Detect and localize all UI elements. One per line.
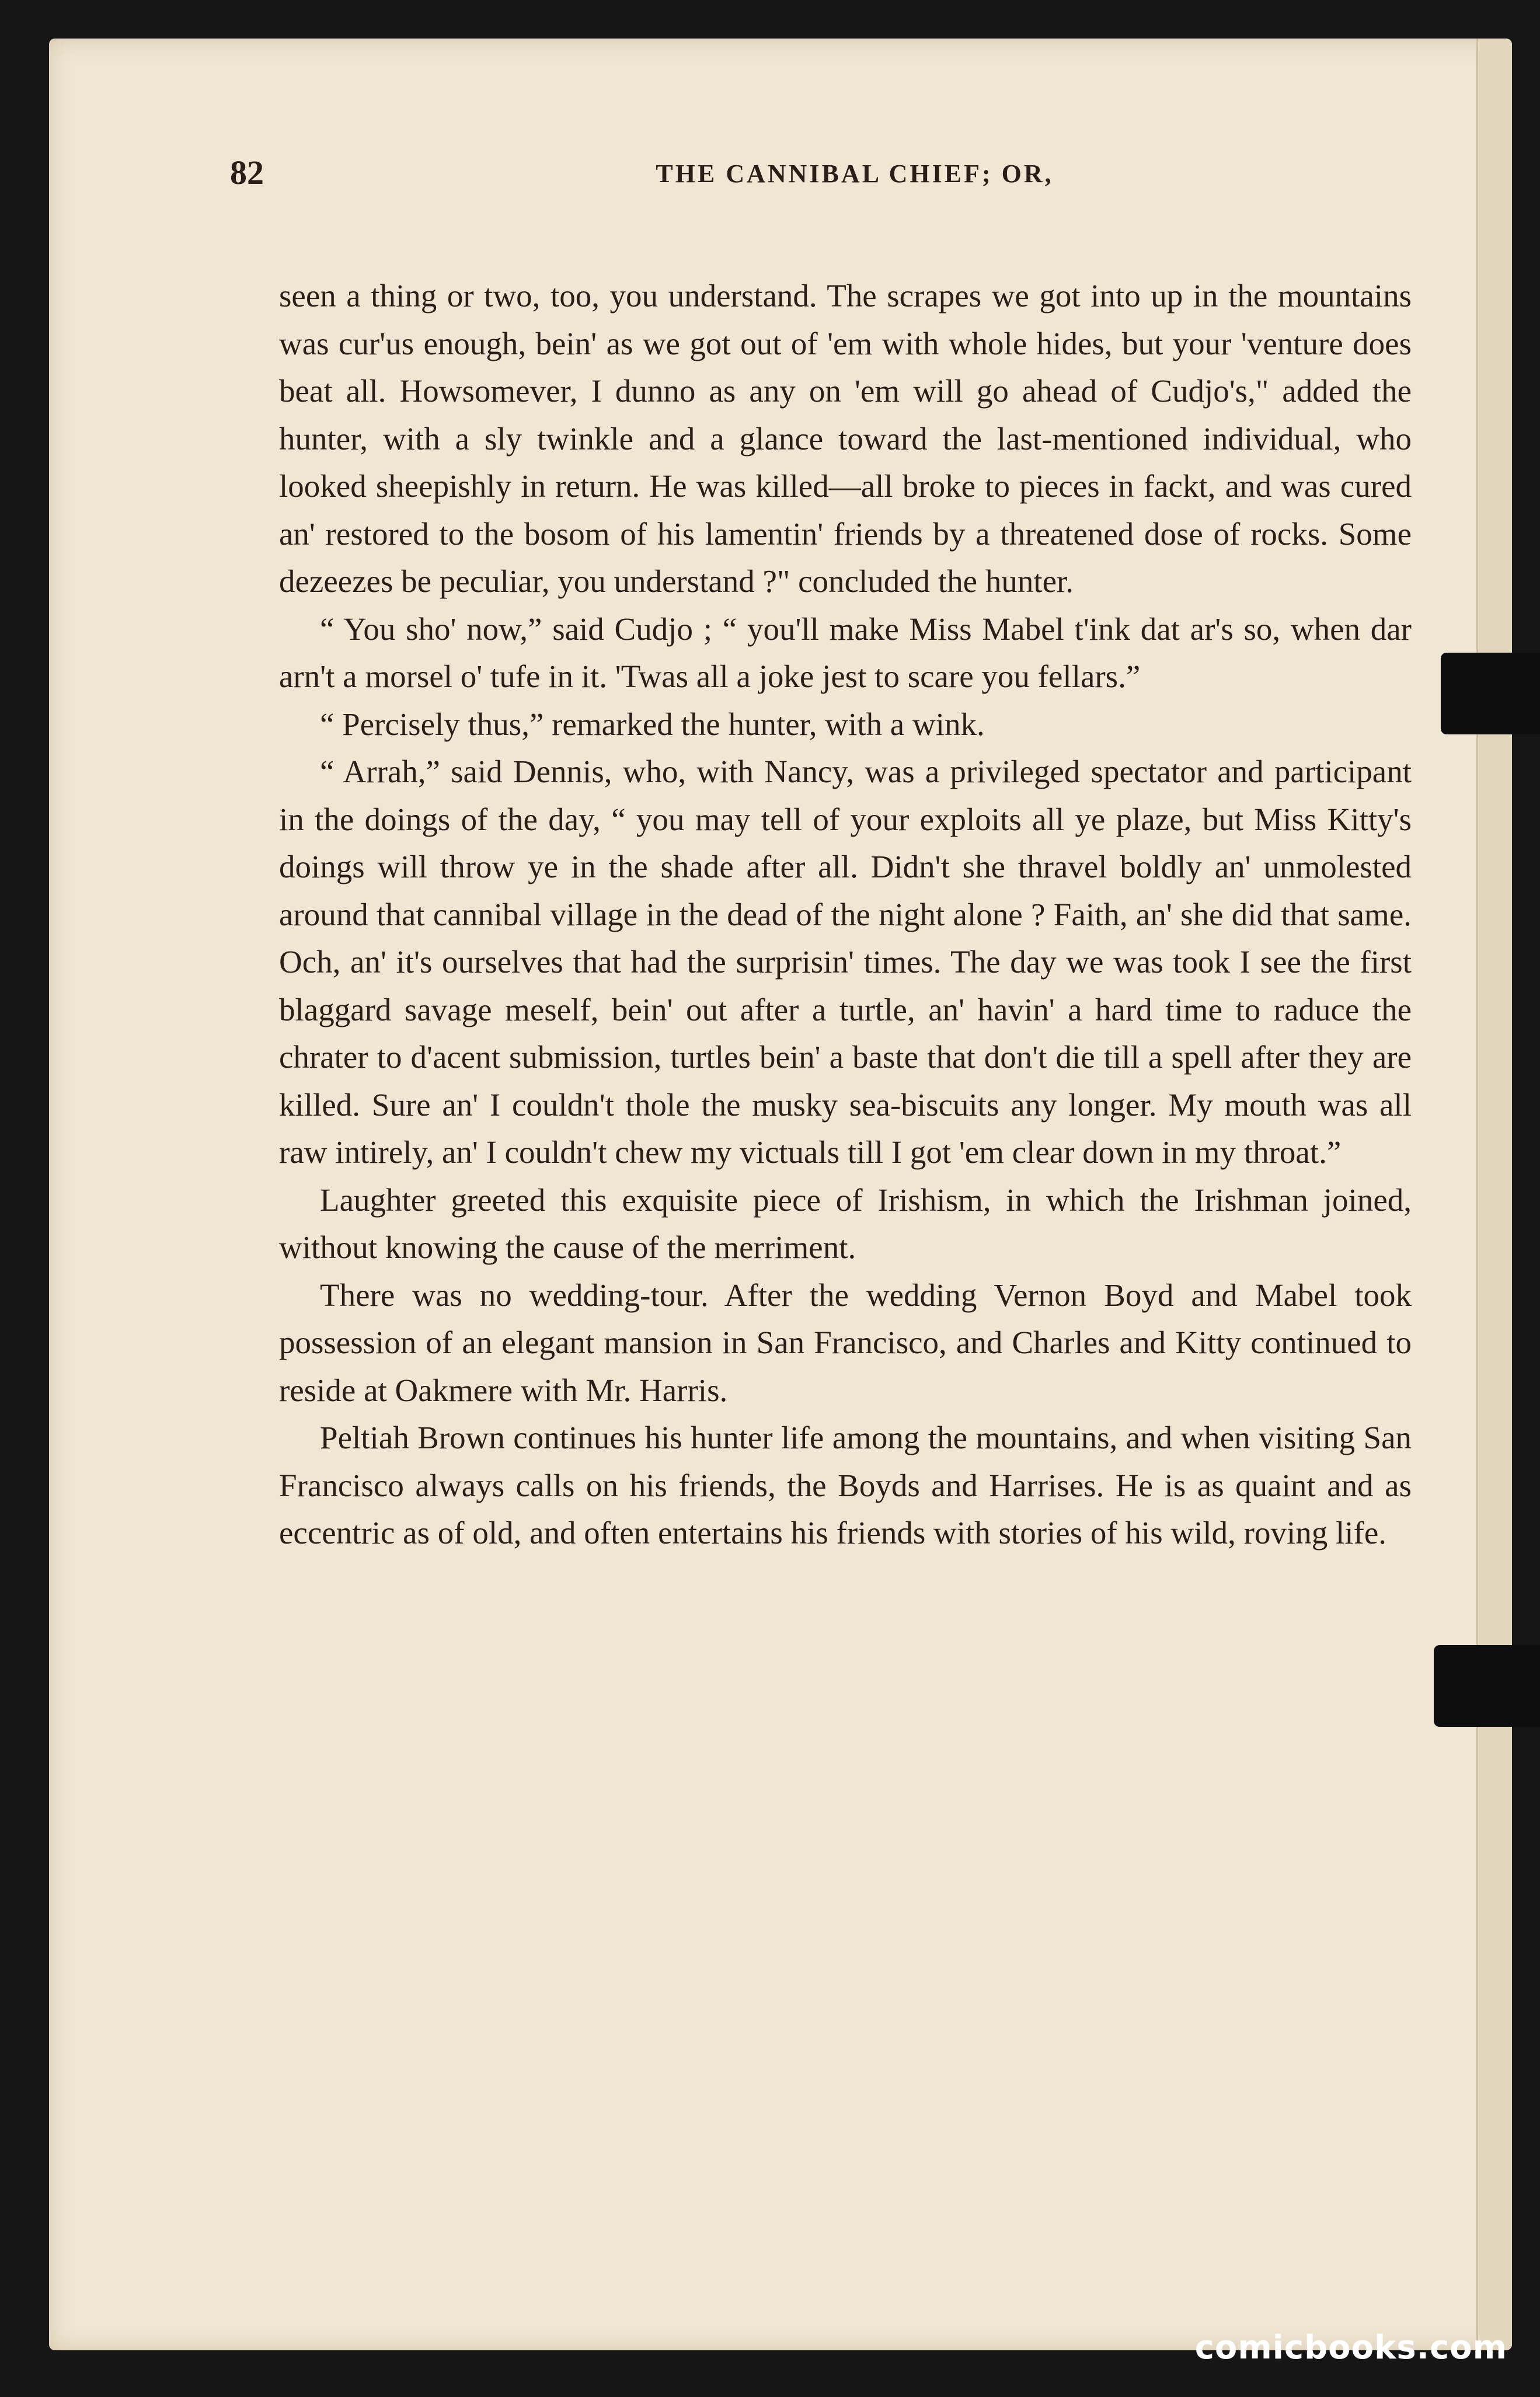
body-text [279,272,1412,1557]
book-page [49,39,1512,2350]
paragraph: “ You sho' now,” said Cudjo ; “ you'll make Miss Mabel t'ink dat ar's so, when dar arn't a morsel o' tufe in it. 'Twas all a joke jest to scare you fellars.” [279,611,1412,694]
page-number: 82 [230,154,264,191]
page-edge [1476,39,1512,2350]
paragraph: “ Percisely thus,” remarked the hunter, with a wink. [320,706,985,742]
paragraph: There was no wedding-tour. After the wedding Vernon Boyd and Mabel took possession of an elegant mansion in San Francisco, and Charles and Kitty continued to reside at Oakmere with Mr. Harris. [279,1277,1412,1408]
watermark: comicbooks.com [1194,2329,1507,2367]
running-head [230,153,1479,217]
paragraph: Laughter greeted this exquisite piece of Irishism, in which the Irishman joined, without knowing the cause of the merriment. [279,1182,1412,1265]
running-title: THE CANNIBAL CHIEF; OR, [656,159,1054,188]
paragraph: seen a thing or two, too, you understand. The scrapes we got into up in the mountains was cur'us enough, bein' as we got out of 'em with whole hides, but your 'venture does beat all. Howsomever, I dunno as any on 'em will go ahead of Cudjo's," added the hunter, with a sly twinkle and a glance toward the last-mentioned individual, who looked sheepishly in return. He was killed—all broke to pieces in fackt, and was cured an' restored to the bosom of his lamentin' friends by a threatened dose of rocks. Some dezeezes be peculiar, you understand ?" concluded the hunter. [279,278,1412,599]
binding-hole-top [1441,653,1540,734]
binding-hole-bottom [1434,1645,1540,1727]
paragraph: “ Arrah,” said Dennis, who, with Nancy, was a privileged spectator and participant in the doings of the day, “ you may tell of your exploits all ye plaze, but Miss Kitty's doings will throw ye in the shade after all. Didn't she thravel boldly an' unmolested around that cannibal village in the dead of the night alone ? Faith, an' she did that same. Och, an' it's ourselves that had the surprisin' times. The day we was took I see the first blaggard savage meself, bein' out after a turtle, an' havin' a hard time to raduce the chrater to d'acent submission, turtles bein' a baste that don't die till a spell after they are killed. Sure an' I couldn't thole the musky sea-biscuits any longer. My mouth was all raw intirely, an' I couldn't chew my victuals till I got 'em clear down in my throat.” [279,754,1412,1170]
paragraph: Peltiah Brown continues his hunter life among the mountains, and when visiting San Francisco always calls on his friends, the Boyds and Harrises. He is as quaint and as eccentric as of old, and often entertains his friends with stories of his wild, roving life. [279,1420,1412,1551]
